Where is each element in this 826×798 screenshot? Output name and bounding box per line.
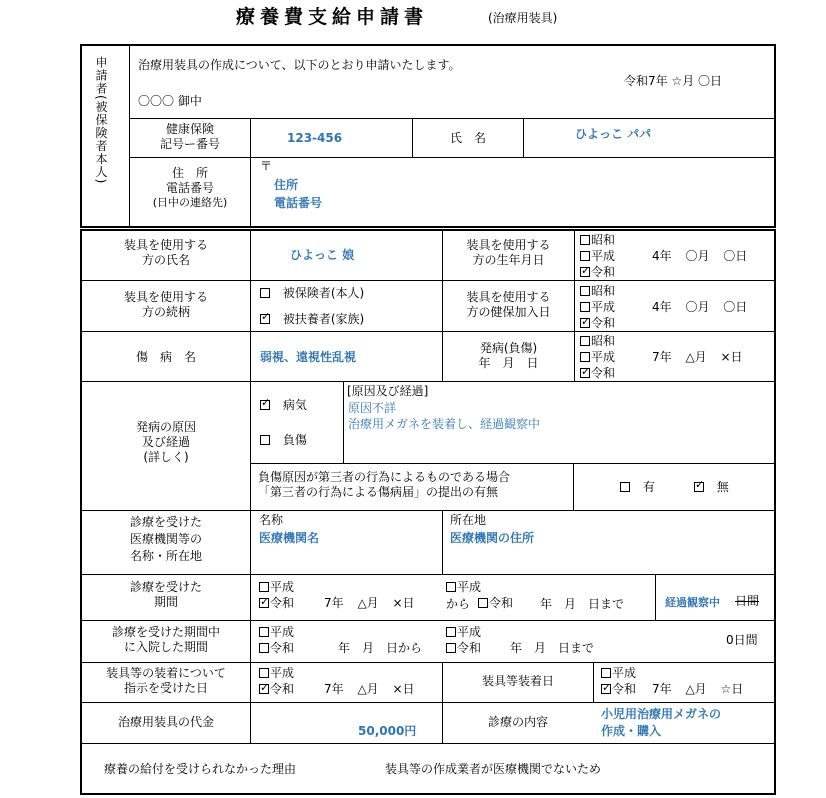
onset-era-reiwa-checkbox[interactable]: [580, 368, 590, 378]
inpatient-end-heisei-checkbox[interactable]: [446, 627, 456, 637]
third-party-no-checkbox[interactable]: [694, 482, 704, 492]
period-start-date[interactable]: 7年 △月 ×日: [324, 596, 415, 610]
inpatient-end-era[interactable]: 平成 令和: [446, 624, 481, 656]
inpatient-start-date[interactable]: 年 月 日から: [338, 641, 423, 655]
onset-date-label: 発病(負傷) 年 月 日: [478, 341, 539, 370]
inpatient-end-reiwa-checkbox[interactable]: [446, 643, 456, 653]
onset-era-showa-checkbox[interactable]: [580, 336, 590, 346]
form-title: 療養費支給申請書: [236, 6, 429, 28]
device-user-name[interactable]: ひよっこ 娘: [290, 248, 355, 262]
relation-self-checkbox[interactable]: [260, 288, 270, 298]
inpatient-start-reiwa-checkbox[interactable]: [259, 643, 269, 653]
treatment-content[interactable]: 小児用治療用メガネの 作成・購入: [601, 707, 722, 738]
cost-label: 治療用装具の代金: [117, 715, 214, 729]
inpatient-days[interactable]: 0日間: [726, 633, 758, 647]
application-date: 令和7年 ☆月 〇日: [624, 74, 723, 88]
inpatient-start-era[interactable]: 平成 令和: [259, 624, 294, 656]
period-end-reiwa-checkbox[interactable]: [478, 598, 488, 608]
period-note[interactable]: 経過観察中: [665, 596, 720, 609]
dob-era-options[interactable]: 昭和 平成 ✓令和: [580, 232, 615, 280]
fitting-instructed-era[interactable]: 平成 ✓令和: [259, 665, 294, 697]
third-party-yes-option[interactable]: 有: [620, 480, 655, 495]
cause-detail-1[interactable]: 原因不詳: [348, 401, 397, 415]
fitted-date[interactable]: 7年 △月 ☆日: [652, 682, 744, 696]
join-era-heisei-checkbox[interactable]: [580, 302, 590, 312]
institution-name-label: 名称: [259, 513, 284, 527]
device-user-dob[interactable]: 4年 〇月 〇日: [652, 249, 748, 263]
relation-self-option[interactable]: 被保険者(本人): [260, 286, 364, 301]
fitted-heisei-checkbox[interactable]: [601, 668, 611, 678]
relation-dependent-checkbox[interactable]: [260, 314, 270, 324]
period-start-era[interactable]: 平成 ✓令和: [259, 579, 294, 611]
join-era-reiwa-checkbox[interactable]: [580, 318, 590, 328]
fitted-era[interactable]: 平成 ✓令和: [601, 665, 636, 697]
onset-era-heisei-checkbox[interactable]: [580, 352, 590, 362]
cause-detail-2[interactable]: 治療用メガネを装着し、経過観察中: [348, 417, 541, 431]
device-user-dob-label: 装具を使用する 方の生年月日: [466, 238, 551, 267]
join-era-showa-checkbox[interactable]: [580, 286, 590, 296]
cause-illness-checkbox[interactable]: [260, 400, 270, 410]
relation-label: 装具を使用する 方の続柄: [123, 290, 208, 319]
inpatient-end-date[interactable]: 年 月 日まで: [510, 641, 595, 655]
era-showa-checkbox[interactable]: [580, 235, 590, 245]
onset-era-options[interactable]: 昭和 平成 ✓令和: [580, 333, 615, 381]
third-party-yes-checkbox[interactable]: [620, 482, 630, 492]
fitting-instructed-reiwa-checkbox[interactable]: [259, 684, 269, 694]
form-subtitle: (治療用装具): [488, 11, 558, 25]
period-label: 診療を受けた 期間: [129, 580, 202, 609]
name-label: 氏 名: [449, 131, 486, 145]
period-end-era[interactable]: 平成 令和: [446, 579, 513, 611]
cause-injury-checkbox[interactable]: [260, 435, 270, 445]
period-end-heisei-checkbox[interactable]: [446, 582, 456, 592]
treatment-content-label: 診療の内容: [487, 715, 548, 729]
third-party-no-option[interactable]: ✓ 無: [694, 480, 729, 495]
institution-address[interactable]: 医療機関の住所: [450, 531, 535, 545]
join-date-value[interactable]: 4年 〇月 〇日: [652, 300, 748, 314]
applicant-address[interactable]: 住所: [274, 178, 299, 192]
relation-dependent-option[interactable]: ✓ 被扶養者(家族): [260, 312, 364, 327]
fitted-date-label: 装具等装着日: [481, 674, 554, 688]
application-intro: 治療用装具の作成について、以下のとおり申請いたします。: [138, 58, 461, 72]
applicant-name[interactable]: ひよっこ パパ: [575, 127, 652, 141]
join-era-options[interactable]: 昭和 平成 ✓令和: [580, 283, 615, 331]
reason-value[interactable]: 装具等の作成業者が医療機関でないため: [385, 762, 602, 776]
applicant-phone[interactable]: 電話番号: [274, 196, 323, 210]
fitted-reiwa-checkbox[interactable]: [601, 684, 611, 694]
reason-label: 療養の給付を受けられなかった理由: [104, 762, 297, 776]
cause-detail-header: [原因及び経過]: [347, 384, 429, 398]
period-from: から: [446, 597, 471, 611]
cause-illness-option[interactable]: ✓ 病気: [260, 398, 307, 413]
institution-label: 診療を受けた 医療機関等の 名称・所在地: [129, 515, 202, 563]
fitting-instructed-heisei-checkbox[interactable]: [259, 668, 269, 678]
address-label: 住 所 電話番号 (日中の連絡先): [152, 166, 228, 209]
illness-name[interactable]: 弱視、遠視性乱視: [260, 350, 357, 364]
institution-name[interactable]: 医療機関名: [259, 531, 320, 545]
inpatient-start-heisei-checkbox[interactable]: [259, 627, 269, 637]
fitting-instructed-date[interactable]: 7年 △月 ×日: [324, 682, 415, 696]
insurance-number[interactable]: 123-456: [287, 131, 343, 145]
period-end-date[interactable]: 年 月 日まで: [540, 597, 625, 611]
illness-label: 傷 病 名: [135, 350, 196, 364]
period-start-reiwa-checkbox[interactable]: [259, 598, 269, 608]
device-user-name-label: 装具を使用する 方の氏名: [123, 238, 208, 267]
third-party-question: 負傷原因が第三者の行為によるものである場合 「第三者の行為による傷病届」の提出の有無: [258, 470, 511, 499]
period-start-heisei-checkbox[interactable]: [259, 582, 269, 592]
cause-injury-option[interactable]: 負傷: [260, 433, 307, 448]
institution-address-label: 所在地: [450, 513, 487, 527]
postal-mark: 〒: [260, 159, 273, 173]
inpatient-label: 診療を受けた期間中 に入院した期間: [111, 625, 220, 654]
era-heisei-checkbox[interactable]: [580, 251, 590, 261]
onset-date-value[interactable]: 7年 △月 ×日: [652, 350, 743, 364]
fitting-instruction-label: 装具等の装着について 指示を受けた日: [106, 666, 226, 695]
era-reiwa-checkbox[interactable]: [580, 267, 590, 277]
join-date-label: 装具を使用する 方の健保加入日: [466, 290, 551, 319]
addressee: 〇〇〇 御中: [138, 94, 202, 108]
cause-label: 発病の原因 及び経過 (詳しく): [135, 420, 196, 464]
period-days: 日間: [735, 594, 760, 608]
cost-value[interactable]: 50,000円: [358, 724, 417, 738]
applicant-section-label: 申請者(被保険者本人): [94, 56, 108, 185]
insurance-number-label: 健康保険 記号ー番号: [159, 122, 220, 151]
